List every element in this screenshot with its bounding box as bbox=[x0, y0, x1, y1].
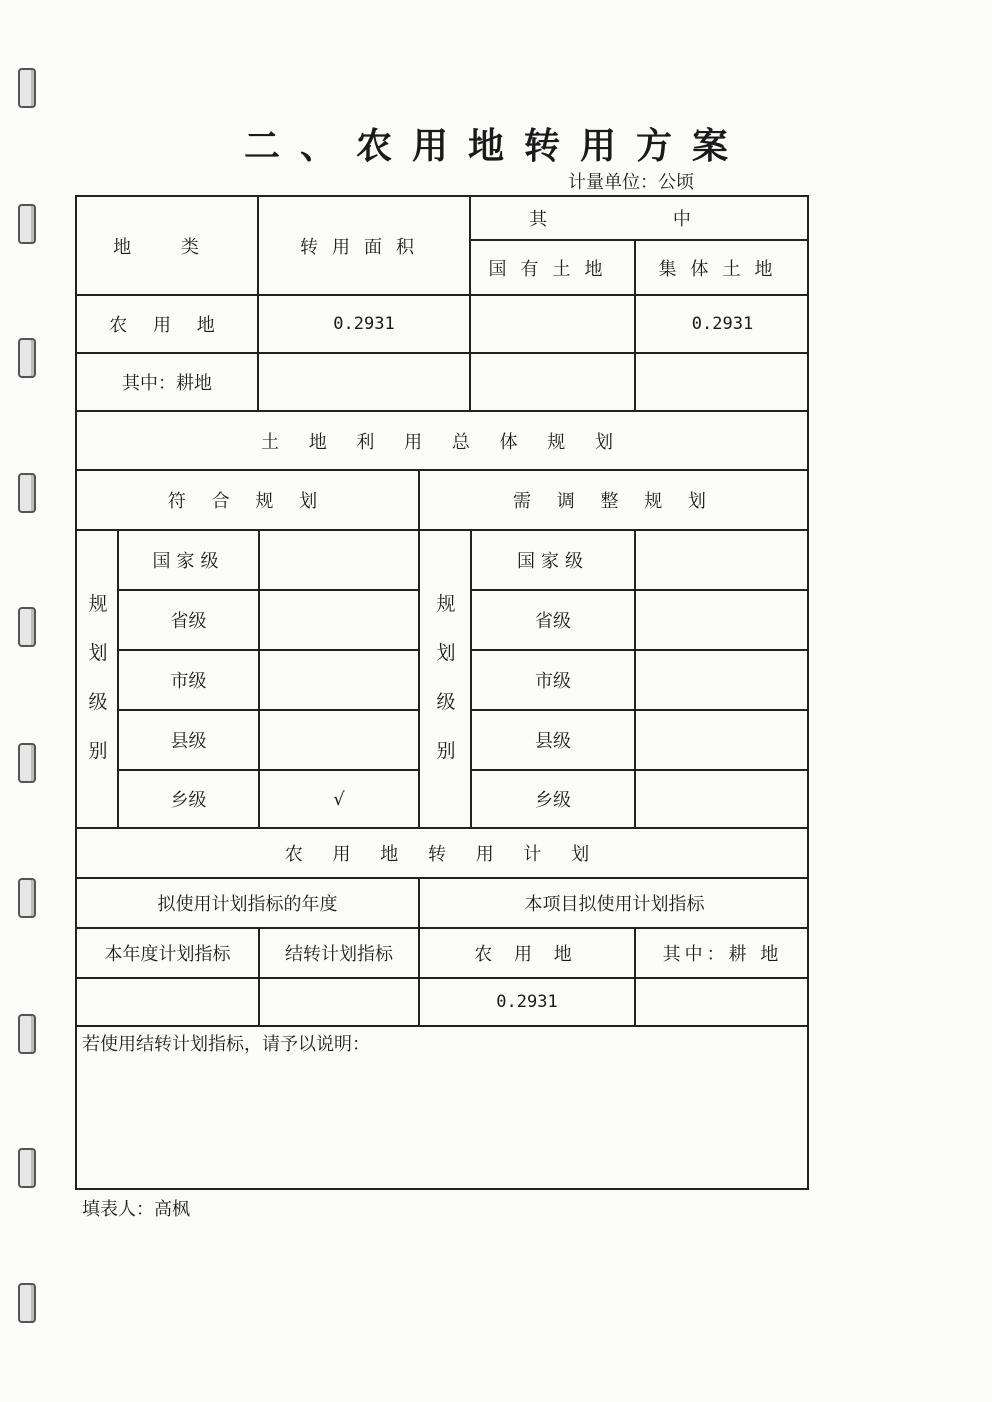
binder-hole bbox=[18, 878, 36, 918]
plan-section-title: 土 地 利 用 总 体 规 划 bbox=[260, 431, 626, 453]
header-among: 其 中 bbox=[529, 209, 751, 230]
rule bbox=[634, 529, 636, 827]
binder-hole bbox=[18, 68, 36, 108]
conform-mark-township: √ bbox=[333, 788, 345, 810]
conform-mark-provincial bbox=[260, 591, 418, 649]
farmland-collective-value: 0.2931 bbox=[691, 314, 754, 334]
conform-plan-title: 符 合 规 划 bbox=[167, 491, 328, 512]
row-farmland-label: 农 用 地 bbox=[109, 315, 225, 336]
filled-by: 填表人：高枫 bbox=[82, 1199, 190, 1220]
level-township-left: 乡级 bbox=[170, 790, 207, 811]
binder-hole bbox=[18, 1014, 36, 1054]
project-index-title: 本项目拟使用计划指标 bbox=[524, 894, 705, 915]
conversion-plan-title: 农 用 地 转 用 计 划 bbox=[284, 844, 602, 865]
level-city-right: 市级 bbox=[535, 671, 571, 692]
farmland-index-header: 农 用 地 bbox=[474, 944, 580, 965]
header-state-land: 国有土地 bbox=[488, 258, 617, 280]
this-year-index: 本年度计划指标 bbox=[104, 944, 231, 965]
carry-over-explanation-label: 若使用结转计划指标，请予以说明： bbox=[82, 1034, 370, 1055]
carry-over-index: 结转计划指标 bbox=[285, 944, 393, 965]
farmland-state-value bbox=[471, 296, 634, 352]
cultivated-index-value bbox=[636, 979, 809, 1025]
level-provincial-right: 省级 bbox=[535, 611, 571, 632]
level-township-right: 乡级 bbox=[535, 790, 571, 811]
row-cultivated-label: 其中：耕地 bbox=[122, 373, 212, 394]
binder-hole bbox=[18, 473, 36, 513]
plan-level-label-right: 规划级别 bbox=[436, 593, 456, 762]
level-provincial-left: 省级 bbox=[170, 611, 207, 632]
level-city-left: 市级 bbox=[170, 671, 207, 692]
binder-hole bbox=[18, 204, 36, 244]
level-county-left: 县级 bbox=[170, 731, 207, 752]
binder-hole bbox=[18, 338, 36, 378]
binder-hole bbox=[18, 1283, 36, 1323]
year-index-title: 拟使用计划指标的年度 bbox=[157, 894, 338, 915]
rule bbox=[77, 1025, 809, 1027]
conform-mark-city bbox=[260, 651, 418, 709]
header-conversion-area: 转用面积 bbox=[300, 236, 428, 258]
plan-level-label-left: 规划级别 bbox=[88, 593, 108, 762]
conform-mark-county bbox=[260, 711, 418, 769]
header-collective-land: 集体土地 bbox=[658, 258, 787, 280]
cultivated-index-header: 其中：耕 地 bbox=[662, 944, 783, 965]
level-county-right: 县级 bbox=[535, 731, 571, 752]
conform-mark-national bbox=[260, 531, 418, 589]
unit-label: 计量单位：公顷 bbox=[568, 172, 694, 193]
page-title: 二、农用地转用方案 bbox=[243, 126, 748, 167]
binder-hole bbox=[18, 607, 36, 647]
level-national-right: 国家级 bbox=[517, 551, 589, 572]
binder-hole bbox=[18, 743, 36, 783]
header-land-type: 地 类 bbox=[113, 236, 221, 258]
binder-hole bbox=[18, 1148, 36, 1188]
level-national-left: 国家级 bbox=[152, 551, 225, 572]
adjust-plan-title: 需 调 整 规 划 bbox=[513, 491, 716, 512]
farmland-index-value: 0.2931 bbox=[496, 992, 558, 1012]
farmland-area-value: 0.2931 bbox=[333, 314, 395, 334]
